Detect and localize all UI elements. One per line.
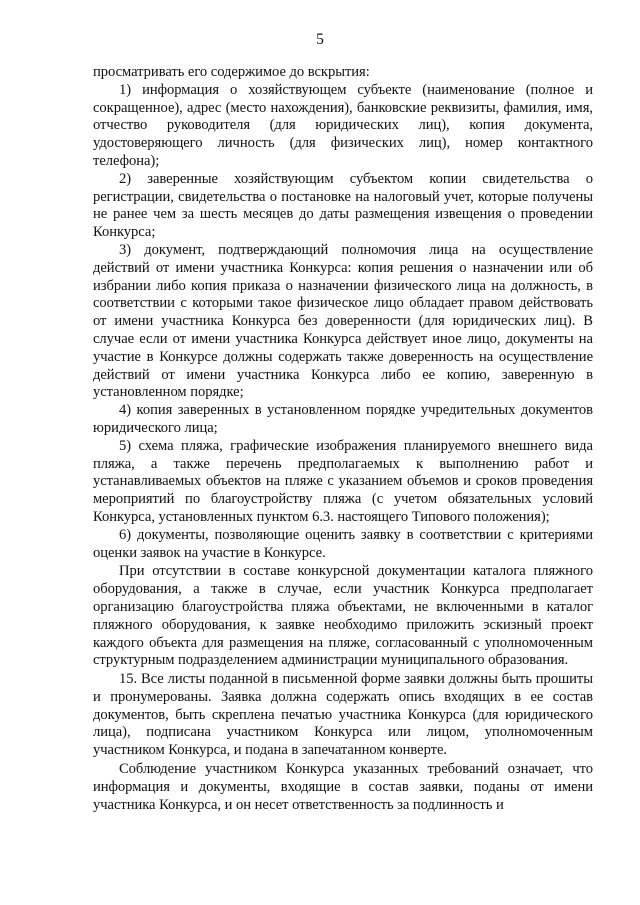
paragraph: 5) схема пляжа, графические изображения планируемого внешнего вида пляжа, а также перечень предполагаемых к выполнению работ и устанавливаемых объектов на пляже с указанием объемов и сроков проведения мероприятий по благоустройству пляжа (с учетом обязательных условий Конкурса, установленных пунктом 6.3. настоящего Типового положения); [93, 437, 593, 525]
document-body [93, 64, 593, 814]
paragraph: 2) заверенные хозяйствующим субъектом копии свидетельства о регистрации, свидетельства о постановке на налоговый учет, которые получены не ранее чем за шесть месяцев до даты размещения извещения о проведении Конкурса; [93, 170, 593, 241]
paragraph: Соблюдение участником Конкурса указанных требований означает, что информация и документы, входящие в состав заявки, поданы от имени участника Конкурса, и он несет ответственность за подлинность и [93, 761, 593, 813]
paragraph: 3) документ, подтверждающий полномочия лица на осуществление действий от имени участника Конкурса: копия решения о назначении или об избрании либо копия приказа о назначении физического лица на должность, в соответствии с которыми такое физическое лицо обладает правом действовать от имени участника Конкурса без доверенности (для юридических лиц). В случае если от имени участника Конкурса действует иное лицо, документы на участие в Конкурсе должны содержать также доверенность на осуществление действий от имени участника Конкурса либо ее копию, заверенную в установленном порядке; [93, 241, 593, 401]
paragraph: 1) информация о хозяйствующем субъекте (наименование (полное и сокращенное), адрес (место нахождения), банковские реквизиты, фамилия, имя, отчество руководителя (для юридических лиц), копия документа, удостоверяющего личность (для физических лиц), номер контактного телефона); [93, 81, 593, 169]
paragraph: просматривать его содержимое до вскрытия: [93, 64, 370, 80]
paragraph: При отсутствии в составе конкурсной документации каталога пляжного оборудования, а также в случае, если участник Конкурса предполагает организацию благоустройства пляжа объектами, не включенными в каталог пляжного оборудования, к заявке необходимо приложить эскизный проект каждого объекта для размещения на пляже, согласованный с уполномоченным структурным подразделением администрации муниципального образования. [93, 563, 593, 669]
paragraph: 15. Все листы поданной в письменной форме заявки должны быть прошиты и пронумерованы. Заявка должна содержать опись входящих в ее состав документов, быть скреплена печатью участника Конкурса (для юридического лица), подписана участником Конкурса или лицом, уполномоченным участником Конкурса, и подана в запечатанном конверте. [93, 671, 593, 759]
paragraph: 4) копия заверенных в установленном порядке учредительных документов юридического лица; [93, 402, 593, 436]
paragraph: 6) документы, позволяющие оценить заявку в соответствии с критериями оценки заявок на участие в Конкурсе. [93, 526, 593, 561]
page-number: 5 [316, 31, 324, 48]
